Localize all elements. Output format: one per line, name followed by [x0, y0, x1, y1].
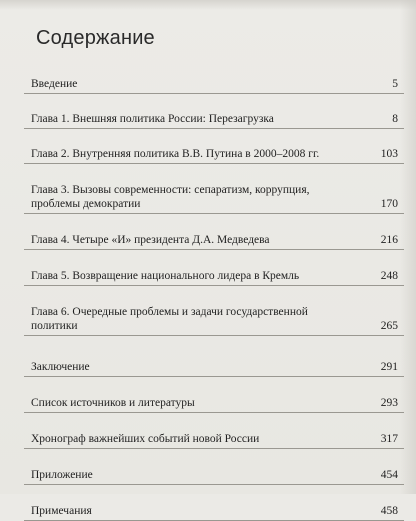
toc-entry-label: [24, 77, 386, 93]
toc-entry-label-line: Хронограф важнейших событий новой России: [31, 433, 260, 445]
toc-entry-label-line: Введение: [31, 78, 78, 90]
toc-entry-chapter-1: [24, 105, 404, 129]
toc-entry-chapter-5: [24, 262, 404, 286]
toc-entry-page: 103: [380, 148, 398, 160]
toc-entry-chapter-4: [24, 226, 404, 250]
toc-entry-page: 458: [380, 505, 398, 517]
toc-entry-label: [24, 432, 375, 448]
toc-entry-page: 454: [380, 469, 398, 481]
toc-entry-label-line: Приложение: [31, 469, 93, 481]
toc-entry-label-line: политики: [31, 320, 78, 332]
toc-entry-chapter-6: [24, 298, 404, 336]
toc-entry-page: 8: [392, 113, 398, 125]
toc-entry-label: [24, 504, 375, 520]
toc-entry-appendix: [24, 461, 404, 485]
toc-entry-introduction: [24, 70, 404, 94]
toc-entry-notes: [24, 497, 404, 521]
page-edge-shadow: [0, 0, 416, 10]
toc-entry-bibliography: [24, 389, 404, 413]
toc-entry-chronograph: [24, 425, 404, 449]
toc-entry-page: 265: [380, 320, 398, 332]
toc-entry-page: 291: [380, 361, 398, 373]
toc-entry-conclusion: [24, 353, 404, 377]
toc-entry-label-line: Список источников и литературы: [31, 397, 195, 409]
toc-entry-label-line: Глава 3. Вызовы современности: сепаратизм, коррупция,: [31, 184, 310, 196]
toc-entry-chapter-2: [24, 140, 404, 164]
toc-entry-chapter-3: [24, 176, 404, 214]
toc-entry-label-line: Глава 2. Внутренняя политика В.В. Путина в 2000–2008 гг.: [31, 148, 320, 160]
toc-entry-label: [24, 233, 375, 249]
toc-entry-label: [24, 269, 375, 285]
table-of-contents: [24, 70, 404, 521]
toc-entry-label-line: Глава 4. Четыре «И» президента Д.А. Медведева: [31, 234, 270, 246]
toc-entry-label-line: Примечания: [31, 505, 92, 517]
toc-entry-page: 5: [392, 78, 398, 90]
toc-entry-label: [24, 396, 375, 412]
toc-entry-label: [24, 468, 375, 484]
toc-entry-label: [24, 147, 375, 163]
toc-entry-page: 317: [380, 433, 398, 445]
toc-entry-label-line: Глава 5. Возвращение национального лидера в Кремль: [31, 270, 300, 282]
toc-entry-page: 248: [380, 270, 398, 282]
toc-entry-page: 170: [380, 198, 398, 210]
toc-entry-label-line: Глава 1. Внешняя политика России: Перезагрузка: [31, 113, 274, 125]
toc-entry-label: [24, 360, 375, 376]
toc-entry-page: 293: [380, 397, 398, 409]
toc-entry-page: 216: [380, 234, 398, 246]
toc-entry-label-line: Глава 6. Очередные проблемы и задачи государственной: [31, 306, 308, 318]
toc-entry-label-line: Заключение: [31, 361, 90, 373]
page-title: Содержание: [36, 27, 155, 49]
toc-entry-label: [24, 112, 386, 128]
toc-entry-label: [24, 183, 375, 213]
toc-entry-label-line: проблемы демократии: [31, 198, 141, 210]
toc-entry-label: [24, 305, 375, 335]
